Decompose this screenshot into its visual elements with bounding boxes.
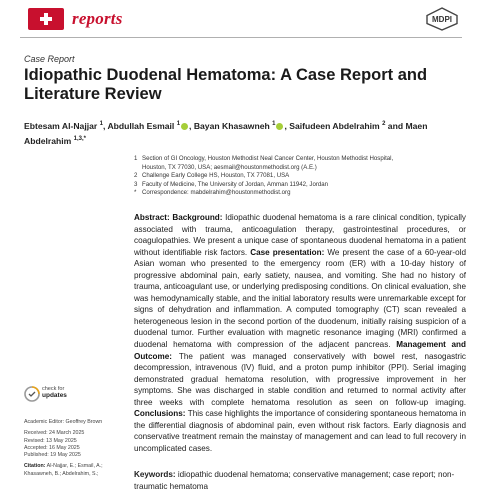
- article-title: Idiopathic Duodenal Hematoma: A Case Report and Literature Review: [24, 66, 428, 103]
- affiliation-item: [134, 181, 464, 190]
- abstract-label: Abstract:: [134, 213, 173, 222]
- article-type: Case Report: [24, 54, 75, 64]
- article-sidebar: [24, 419, 128, 478]
- author-affiliation-mark: 1: [99, 121, 103, 127]
- date-accepted: Accepted: 16 May 2025: [24, 444, 80, 451]
- academic-editor: Academic Editor: Geoffrey Brown: [24, 419, 103, 425]
- keywords-label: Keywords:: [134, 470, 176, 479]
- affiliation-text: Section of GI Oncology, Houston Methodist Neal Cancer Center, Houston Methodist Hospital, Houston, TX 77030, USA; aesmail@houstonmethodist.org (A.E.): [142, 155, 394, 171]
- abstract-section-heading: Background:: [172, 213, 226, 222]
- abstract-section-text: Idiopathic duodenal hematoma is a rare clinical condition, typically associated with trauma, anticoagulation therapy, gastrointestinal procedures, or coagulopathies. We present a unique case of spontaneous duodenal hematoma in a patient without identifiable risk factors.: [134, 213, 466, 257]
- abstract-section-text: The patient was managed conservatively with bowel rest, nasogastric decompression, intravenous (IV) fluid, and a proton pump inhibitor (PPI). Serial imaging demonstrated gradual hematoma resolution, with progressive improvement in her symptoms. She was discharged in stable condition and returned to normal activity after three weeks with complete hematoma resolution as seen on follow-up imaging.: [134, 351, 466, 407]
- affiliation-number: *: [134, 189, 137, 197]
- citation-line-2: Khasawneh, B.; Abdelrahim, S.;: [24, 470, 99, 477]
- date-received: Received: 24 March 2025: [24, 430, 85, 437]
- keywords: [134, 469, 466, 492]
- abstract-section-heading: Management and Outcome:: [134, 340, 466, 361]
- affiliation-text: Faculty of Medicine, The University of Jordan, Amman 11942, Jordan: [142, 180, 329, 188]
- date-published: Published: 19 May 2025: [24, 452, 81, 459]
- check-for-updates-label[interactable]: check for updates: [42, 386, 67, 399]
- author-name[interactable]: Abdullah Esmail: [107, 120, 177, 131]
- abstract-section-heading: Conclusions:: [134, 409, 188, 419]
- abstract-section-heading: Case presentation:: [250, 247, 328, 257]
- affiliation-item: [134, 172, 464, 181]
- date-revised: Revised: 13 May 2025: [24, 437, 77, 444]
- author-affiliation-mark: 1: [176, 121, 181, 127]
- citation-line-1: Al-Najjar, E.; Esmail, A.;: [46, 463, 103, 470]
- keywords-text: idiopathic duodenal hematoma; conservative management; case report; non-traumatic hematoma: [134, 470, 455, 491]
- affiliation-list: [134, 155, 464, 198]
- orcid-icon[interactable]: [276, 123, 283, 130]
- journal-logo: [28, 8, 64, 30]
- affiliation-number: 1: [134, 155, 138, 162]
- author-name[interactable]: Bayan Khasawneh: [193, 120, 273, 131]
- citation: [24, 463, 128, 470]
- author-affiliation-mark: 1,3,*: [73, 135, 87, 142]
- affiliation-text: Challenge Early College HS, Houston, TX 77081, USA: [142, 172, 290, 180]
- header-divider: [20, 37, 462, 38]
- check-for-updates-icon[interactable]: [24, 385, 40, 403]
- abstract-section-text: This case highlights the importance of considering spontaneous hematoma in the differential diagnosis of abdominal pain, even without risk factors. Early diagnosis and conservative treatment remain the mainstay of management and can lead to full recovery in uncomplicated cases.: [134, 409, 467, 453]
- orcid-icon[interactable]: [181, 123, 188, 130]
- affiliation-number: 3: [134, 180, 138, 188]
- journal-logo-icon: [39, 12, 53, 26]
- author-name[interactable]: Saifudeen Abdelrahim: [289, 120, 383, 131]
- mdpi-logo[interactable]: [424, 7, 460, 31]
- affiliation-item: [134, 189, 464, 198]
- author-affiliation-mark: 1: [272, 121, 276, 127]
- author-name[interactable]: Maen Abdelrahim: [24, 120, 428, 146]
- abstract: [134, 212, 466, 454]
- affiliation-number: 2: [134, 172, 138, 180]
- author-name[interactable]: Ebtesam Al-Najjar: [24, 120, 100, 131]
- author-affiliation-mark: 2: [382, 121, 386, 127]
- journal-name[interactable]: reports: [72, 9, 123, 28]
- citation-label: Citation:: [24, 463, 46, 470]
- author-list: Ebtesam Al-Najjar $^1$, Abdullah Esmail $^1$ , Bayan Khasawneh $^1$ , Saifudeen Abdelrahim $^2$ and Maen Abdelrahim $^{1,3,*}$: [24, 120, 428, 146]
- abstract-section-text: We present the case of a 60-year-old Asian woman who presented to the emergency room (ER) with a 10-day history of progressive abdominal pain, early satiety, nausea, and vomiting. She had no history of trauma, anticoagulant use, or underlying predisposing conditions. On clinical evaluation, she was hemodynamically stable, and the initial laboratory results were unremarkable except for signs of dehydration and inflammation. A computed tomography (CT) scan revealed a heterogeneous lesion in the second portion of the duodenum, initially raising suspicion of a duodenal tumor. Further evaluation with magnetic resonance imaging (MRI) confirmed a duodenal hematoma with compression of the adjacent pancreas.: [134, 247, 466, 350]
- affiliation-text: Correspondence: mabdelrahim@houstonmethodist.org: [142, 189, 291, 197]
- mdpi-logo-text: MDPI: [432, 15, 452, 24]
- affiliation-item: [134, 155, 464, 172]
